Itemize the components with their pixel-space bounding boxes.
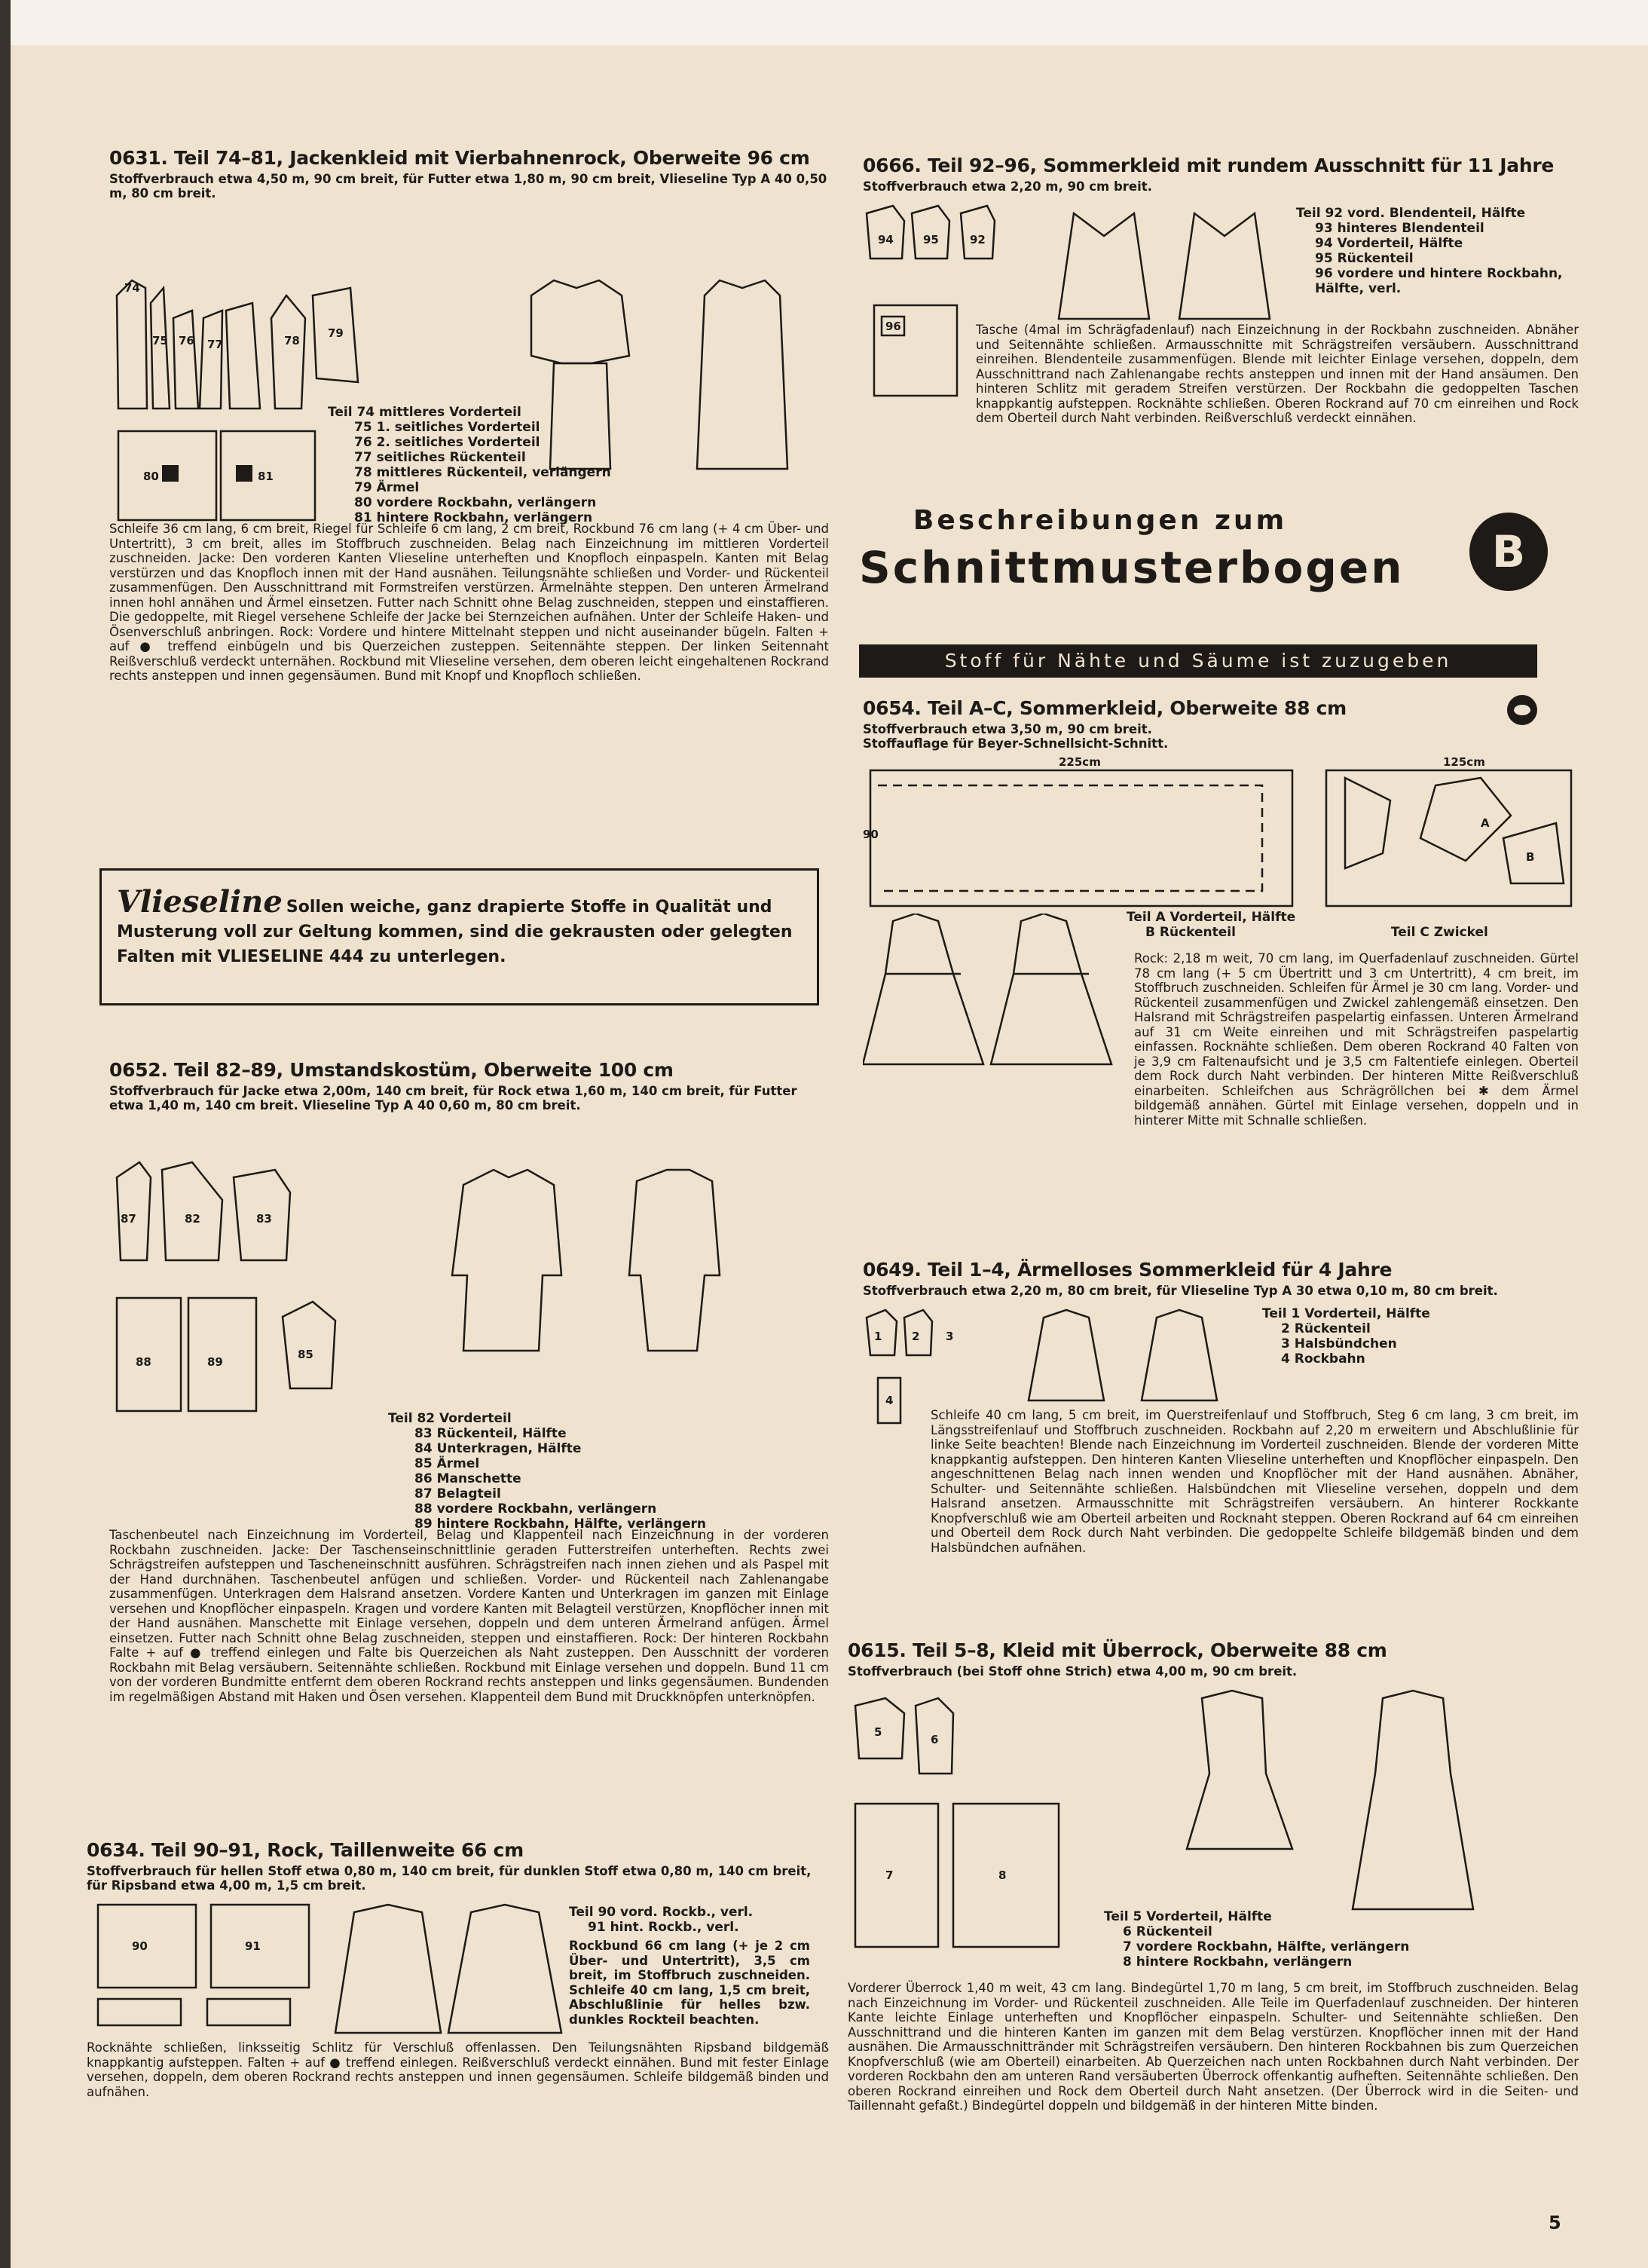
section-title: 0652. Teil 82–89, Umstandskostüm, Oberweite 100 cm <box>109 1059 674 1081</box>
svg-text:A: A <box>1481 816 1490 830</box>
svg-text:94: 94 <box>878 233 894 246</box>
vlieseline-logo: Vlieseline <box>117 884 283 920</box>
part-item: 95 Rückenteil <box>1315 251 1414 266</box>
material-text: Stoffverbrauch etwa 4,50 m, 90 cm breit, für Futter etwa 1,80 m, 90 cm breit, Vlieseline Typ A 40 0,50 m, 80 cm breit. <box>109 172 827 200</box>
part-item: 87 Belagteil <box>414 1486 501 1501</box>
material-text-2: Stoffauflage für Beyer-Schnellsicht-Schnitt. <box>863 736 1169 751</box>
material-text: Stoffverbrauch etwa 2,20 m, 90 cm breit. <box>863 179 1152 194</box>
pocket-pattern-drawing <box>863 298 968 403</box>
part-item: 79 Ärmel <box>354 480 420 495</box>
svg-text:82: 82 <box>185 1212 200 1226</box>
material-text: Stoffverbrauch (bei Stoff ohne Strich) etwa 4,00 m, 90 cm breit. <box>848 1664 1298 1679</box>
pattern-figure-0634 <box>87 1897 829 2040</box>
section-title: 0631. Teil 74–81, Jackenkleid mit Vierbahnenrock, Oberweite 96 cm <box>109 147 810 169</box>
part-item: 93 hinteres Blendenteil <box>1315 221 1484 236</box>
svg-text:4: 4 <box>885 1394 894 1407</box>
fabric-height-dim: 90 <box>863 828 879 841</box>
part-item: 83 Rückenteil, Hälfte <box>414 1426 567 1441</box>
part-item: 96 vordere und hintere Rockbahn, Hälfte, verl. <box>1315 266 1563 296</box>
part-item: Teil A Vorderteil, Hälfte <box>1127 910 1296 925</box>
svg-text:85: 85 <box>298 1348 313 1361</box>
svg-text:87: 87 <box>121 1212 136 1226</box>
svg-text:75: 75 <box>152 334 168 347</box>
svg-text:6: 6 <box>931 1733 939 1746</box>
svg-text:76: 76 <box>179 334 194 347</box>
section-0654 <box>863 697 1579 1128</box>
part-item: 7 vordere Rockbahn, Hälfte, verlängern <box>1123 1939 1410 1954</box>
section-title: 0615. Teil 5–8, Kleid mit Überrock, Oberweite 88 cm <box>848 1639 1387 1661</box>
instructions-text: Rocknähte schließen, linksseitig Schlitz für Verschluß offenlassen. Den Teilungsnähten Ripsband bildgemäß knappkantig aufsteppen. Falten + auf ● treffend einlegen. Reißverschluß verdeckt einnähen. Bund mit fester Einlage versehen, doppeln, dem oberen Rockrand rechts ansteppen und innen gegensäumen. Schleife bildgemäß binden und aufnähen. <box>87 2040 829 2099</box>
dress-sketch-0654 <box>863 910 1579 1072</box>
pattern-figure-0631 <box>109 205 829 525</box>
page-binding-edge <box>0 0 11 2268</box>
instructions-text: Vorderer Überrock 1,40 m weit, 43 cm lang. Bindegürtel 1,70 m lang, 5 cm breit, im Stoffbruch zuschneiden. Belag nach Einzeichnung im Vorder- und Rückenteil zuschneiden. Alle Teile im Querfadenlauf zuschneiden. Der hinteren Kante leichte Einlage unterheften und Knopflöcher einpaspeln. Schulter- und Seitennähte schließen. Den Ausschnittrand und die hinteren Kanten im ganzen mit dem Belag verstürzen. Knopflöcher innen mit der Hand ausnähen. Die Armausschnittränder mit Schrägstreifen versäubern. Den hinteren Rockbahnen bis zum Querzeichen Knopfverschluß (wie am Oberteil) einarbeiten. Ab Querzeichen nach unten Rockbahnen durch Naht verbinden. Der vorderen Rockbahn den am unteren Rand versäuberten Überrock offenkantig aufheften. Seitennähte schließen. Den oberen Rockrand einreihen und Rock dem Oberteil durch Naht ansetzen. (Der Überrock wird in die Seiten- und Taillennaht gefaßt.) Bindegürtel doppeln und bildgemäß in der hinteren Mitte binden. <box>848 1981 1579 2113</box>
part-item: Teil 82 Vorderteil <box>388 1411 512 1426</box>
instructions-text: Taschenbeutel nach Einzeichnung im Vorderteil, Belag und Klappenteil nach Einzeichnung in der vorderen Rockbahn zuschneiden. Jacke: Der Taschenseinschnittlinie geraden Futterstreifen unterheften. Rechts zwei Schrägstreifen aufsteppen und Tascheneinschnitt ausführen. Schrägstreifen nach innen ziehen und als Paspel mit der Hand durchnähen. Taschenbeutel anfügen und schließen. Vorder- und Rückenteil nach Zahlenangabe zusammenfügen. Unterkragen dem Halsrand ansetzen. Vordere Kanten und Unterkragen im ganzen mit Einlage versehen und Knopflöcher einpaspeln. Kragen und vordere Kanten mit Belagteil verstürzen, Knopflöcher innen mit der Hand ausnähen. Manschette mit Einlage versehen, doppeln und dem unteren Ärmelrand anfügen. Ärmel einsetzen. Futter nach Schnitt ohne Belag zuschneiden, steppen und einstaffieren. Rock: Der hinteren Rockbahn Falte + auf ● treffend einlegen und Falte bis Querzeichen als Naht zusteppen. Den Ausschnitt der vorderen Rockbahn mit Belag versäubern. Seitennähte schließen. Rockbund mit Einlage versehen und doppeln. Bund 11 cm von der vorderen Bundmitte entfernt dem oberen Rockrand rechts ansteppen und links gegensäumen. Bundenden im regelmäßigen Abstand mit Haken und Ösen versehen. Klappenteil dem Bund mit Druckknöpfen unterknöpfen. <box>109 1528 829 1704</box>
material-text: Stoffverbrauch etwa 2,20 m, 80 cm breit, für Vlieseline Typ A 30 etwa 0,10 m, 80 cm breit. <box>863 1284 1498 1298</box>
part-item: Teil 74 mittleres Vorderteil <box>328 405 521 420</box>
section-0666 <box>863 155 1579 426</box>
page-top-margin <box>0 0 1648 45</box>
section-0652 <box>109 1059 829 1704</box>
dress-drawing <box>863 914 1119 1072</box>
seam-allowance-bar: Stoff für Nähte und Säume ist zuzugeben <box>859 644 1537 678</box>
parts-list-0652 <box>388 1411 706 1532</box>
svg-text:80: 80 <box>143 470 159 483</box>
svg-text:78: 78 <box>284 334 300 347</box>
part-item: 77 seitliches Rückenteil <box>354 450 526 465</box>
parts-list-0634 <box>569 1905 753 1935</box>
banner-line-1: Beschreibungen zum <box>913 505 1288 536</box>
part-item: 4 Rockbahn <box>1281 1351 1365 1367</box>
svg-text:88: 88 <box>136 1355 151 1369</box>
svg-text:3: 3 <box>946 1330 954 1343</box>
section-0631 <box>109 147 829 684</box>
part-item: 76 2. seitliches Vorderteil <box>354 435 540 450</box>
part-item: 88 vordere Rockbahn, verlängern <box>414 1501 657 1517</box>
parts-list-0666 <box>1296 206 1579 296</box>
svg-text:89: 89 <box>207 1355 223 1369</box>
part-item: 81 hintere Rockbahn, verlängern <box>354 510 593 525</box>
pattern-figure-0666 <box>863 198 1579 323</box>
part-item: Teil 5 Vorderteil, Hälfte <box>1104 1909 1272 1924</box>
svg-text:7: 7 <box>885 1869 894 1882</box>
fabric-layout-drawing <box>863 755 1579 914</box>
section-0634 <box>87 1839 829 2099</box>
section-title: 0666. Teil 92–96, Sommerkleid mit rundem Ausschnitt für 11 Jahre <box>863 155 1555 176</box>
part-item: 2 Rückenteil <box>1281 1321 1371 1336</box>
section-title: 0634. Teil 90–91, Rock, Taillenweite 66 cm <box>87 1839 524 1861</box>
eye-icon <box>1507 695 1537 725</box>
part-item: 91 hint. Rockb., verl. <box>588 1920 739 1935</box>
fabric-width-dim: 225cm <box>1059 755 1101 769</box>
pattern-drawing <box>87 1897 569 2040</box>
part-item <box>1127 925 1571 940</box>
svg-text:5: 5 <box>874 1725 882 1739</box>
svg-text:1: 1 <box>874 1330 882 1343</box>
part-item-text: B Rückenteil <box>1145 925 1236 940</box>
svg-text:96: 96 <box>885 320 901 333</box>
part-item-text-2: Teil C Zwickel <box>1390 925 1488 940</box>
instructions-text: Tasche (4mal im Schrägfadenlauf) nach Einzeichnung in der Rockbahn zuschneiden. Abnäher und Seitennähte schließen. Armausschnitte mit Schrägstreifen versäubern. Ausschnittrand einreihen. Blendenteile zusammenfügen. Blende mit leichter Einlage versehen, doppeln, dem Ausschnittrand nach Zahlenangabe rechts ansteppen und innen mit der Hand ansäumen. Den hinteren Schlitz mit geradem Streifen verstürzen. Der Rockbahn die gedoppelten Taschen knappkantig aufsteppen. Rocknähte schließen. Oberen Rockrand auf 70 cm einreihen und Rock dem Oberteil durch Naht verbinden. Reißverschluß verdeckt einnähen. <box>976 323 1579 425</box>
section-0649 <box>863 1259 1579 1555</box>
part-item: 85 Ärmel <box>414 1456 480 1471</box>
part-item: 80 vordere Rockbahn, verlängern <box>354 495 597 510</box>
instructions-text: Rock: 2,18 m weit, 70 cm lang, im Querfadenlauf zuschneiden. Gürtel 78 cm lang (+ 5 cm Übertritt und 3 cm Untertritt), 4 cm breit, im Stoffbruch zuschneiden. Schleifen für Ärmel je 30 cm lang. Vorder- und Rückenteil zusammenfügen und Zwickel zahlengemäß einsetzen. Den Halsrand mit Schrägstreifen paspelartig einfassen. Unteren Ärmelrand auf 31 cm Weite einreihen und mit Schrägstreifen paspelartig einfassen. Rocknähte schließen. Dem oberen Rockrand 40 Falten von je 3,9 cm Faltenaufsicht und je 3,5 cm Faltentiefe einlegen. Oberteil dem Rock durch Naht verbinden. Der hinteren Mitte Reißverschluß einarbeiten. Schleifchen aus Schrägröllchen bei ✱ dem Ärmel bildgemäß annähen. Gürtel mit Einlage versehen, doppeln und in hinterer Mitte mit Schnalle schließen. <box>1134 951 1579 1128</box>
svg-text:2: 2 <box>912 1330 920 1343</box>
material-text: Stoffverbrauch für hellen Stoff etwa 0,80 m, 140 cm breit, für dunklen Stoff etwa 0,80 m, 140 cm breit, für Ripsband etwa 4,00 m, 1,5 cm breit. <box>87 1864 812 1893</box>
part-item: Teil 1 Vorderteil, Hälfte <box>1262 1306 1430 1321</box>
svg-text:81: 81 <box>258 470 274 483</box>
sheet-b-badge: B <box>1469 513 1548 591</box>
parts-list-0649 <box>1262 1306 1430 1367</box>
part-item: 3 Halsbündchen <box>1281 1336 1397 1351</box>
section-0615 <box>848 1639 1579 2113</box>
parts-list-0615 <box>1104 1909 1409 1970</box>
material-text: Stoffverbrauch etwa 3,50 m, 90 cm breit. <box>863 722 1152 736</box>
part-item: 6 Rückenteil <box>1123 1924 1212 1939</box>
svg-text:77: 77 <box>207 338 223 351</box>
svg-text:8: 8 <box>998 1869 1007 1882</box>
svg-text:83: 83 <box>256 1212 272 1226</box>
part-item: 84 Unterkragen, Hälfte <box>414 1441 582 1456</box>
waistband-text: Rockbund 66 cm lang (+ je 2 cm Über- und Untertritt), 3,5 cm breit, im Stoffbruch zuschneiden. Schleife 40 cm lang, 1,5 cm breit, Abschlußlinie für helles bzw. dunkles Rockteil beachten. <box>569 1939 810 2027</box>
svg-text:79: 79 <box>328 326 344 340</box>
section-title: 0654. Teil A–C, Sommerkleid, Oberweite 88 cm <box>863 697 1347 719</box>
fabric-layout-figure <box>863 755 1579 914</box>
part-item: 89 hintere Rockbahn, Hälfte, verlängern <box>414 1517 707 1532</box>
pattern-drawing <box>863 1302 1240 1431</box>
material-text: Stoffverbrauch für Jacke etwa 2,00m, 140 cm breit, für Rock etwa 1,60 m, 140 cm breit, für Futter etwa 1,40 m, 140 cm breit. Vlieseline Typ A 40 0,60 m, 80 cm breit. <box>109 1084 797 1113</box>
pattern-figure-0615 <box>848 1683 1579 1981</box>
svg-text:B: B <box>1526 850 1535 864</box>
instructions-text: Schleife 40 cm lang, 5 cm breit, im Querstreifenlauf und Stoffbruch, Steg 6 cm lang, 3 cm breit, im Längsstreifenlauf und Stoffbruch zuschneiden. Rockbahn auf 2,20 m erweitern und Abschlußlinie für linke Seite beachten! Blende nach Einzeichnung im Vorderteil zuschneiden. Blende der vorderen Mitte knappkantig aufsteppen. Den hinteren Kanten Vlieseline unterheften und Knopflöcher einpaspeln. Den angeschnittenen Belag nach innen wenden und Knopflöcher mit der Hand ausnähen. Abnäher, Schulter- und Seitennähte schließen. Halsbündchen mit Vlieseline versehen, doppeln und dem Halsrand ansetzen. Armausschnitte mit Schrägstreifen versäubern. An hinterer Rockkante Knopfverschluß wie am Oberteil arbeiten und Rocknaht steppen. Oberen Rockrand auf 64 cm einreihen und Oberteil dem Rock durch Naht verbinden. Die gedoppelte Schleife bildgemäß binden und dem Halsbündchen aufnähen. <box>931 1408 1579 1555</box>
part-item: 94 Vorderteil, Hälfte <box>1315 236 1463 251</box>
parts-list-0654 <box>1127 910 1571 940</box>
pattern-figure-0649 <box>863 1302 1579 1431</box>
section-title: 0649. Teil 1–4, Ärmelloses Sommerkleid für 4 Jahre <box>863 1259 1393 1281</box>
part-item: 75 1. seitliches Vorderteil <box>354 420 540 435</box>
vlieseline-ad-text: Sollen weiche, ganz drapierte Stoffe in Qualität und Musterung voll zur Geltung kommen, sind die gekrausten oder gelegten Falten mit VLIESELINE 444 zu unterlegen. <box>117 898 793 966</box>
svg-text:90: 90 <box>132 1939 148 1953</box>
part-item: Teil 90 vord. Rockb., verl. <box>569 1905 754 1920</box>
part-item: 86 Manschette <box>414 1471 521 1486</box>
part-item: Teil 92 vord. Blendenteil, Hälfte <box>1296 206 1526 221</box>
vlieseline-ad-box <box>99 868 819 1005</box>
svg-text:74: 74 <box>124 281 140 295</box>
banner-heading <box>859 505 1447 593</box>
svg-text:91: 91 <box>245 1939 261 1953</box>
pattern-figure-0652 <box>109 1117 829 1532</box>
part-item: 78 mittleres Rückenteil, verlängern <box>354 465 611 480</box>
banner-line-2: Schnittmusterbogen <box>859 542 1405 593</box>
svg-text:95: 95 <box>923 233 939 246</box>
part-item: 8 hintere Rockbahn, verlängern <box>1123 1954 1353 1970</box>
parts-list-0631 <box>328 405 611 525</box>
instructions-text: Schleife 36 cm lang, 6 cm breit, Riegel für Schleife 6 cm lang, 2 cm breit, Rockbund 76 cm lang (+ 4 cm Über- und Untertritt), 3 cm breit, alles im Stoffbruch zuschneiden. Belag nach Einzeichnung im mittleren Vorderteil zuschneiden. Jacke: Den vorderen Kanten Vlieseline unterheften und Knopfloch einpaspeln. Kanten mit Belag verstürzen und das Knopfloch innen mit der Hand ausnähen. Teilungsnähte schließen und Vorder- und Rückenteil zusammenfügen. Den Ausschnittrand mit Formstreifen verstürzen. Ärmelnähte steppen. Den unteren Ärmelrand innen hohl annähen und Ärmel einsetzen. Futter nach Schnitt ohne Belag zuschneiden, steppen und einstaffieren. Die gedoppelte, mit Riegel versehene Schleife der Jacke bei Sternzeichen aufnähen. Unter der Schleife Haken- und Ösenverschluß anbringen. Rock: Vordere und hintere Mittelnaht steppen und nicht auseinander bügeln. Falten + auf ● treffend einbügeln und bis Querzeichen zusteppen. Seitennähte steppen. Der linken Seitennaht Reißverschluß verdeckt unternähen. Rockbund mit Vlieseline versehen, dem oberen leicht eingehaltenen Rockrand rechts ansteppen und innen gegensäumen. Bund mit Knopf und Knopfloch schließen. <box>109 522 829 683</box>
fabric-width-dim-2: 125cm <box>1443 755 1485 769</box>
svg-text:92: 92 <box>970 233 986 246</box>
page-number: 5 <box>1549 2212 1561 2233</box>
